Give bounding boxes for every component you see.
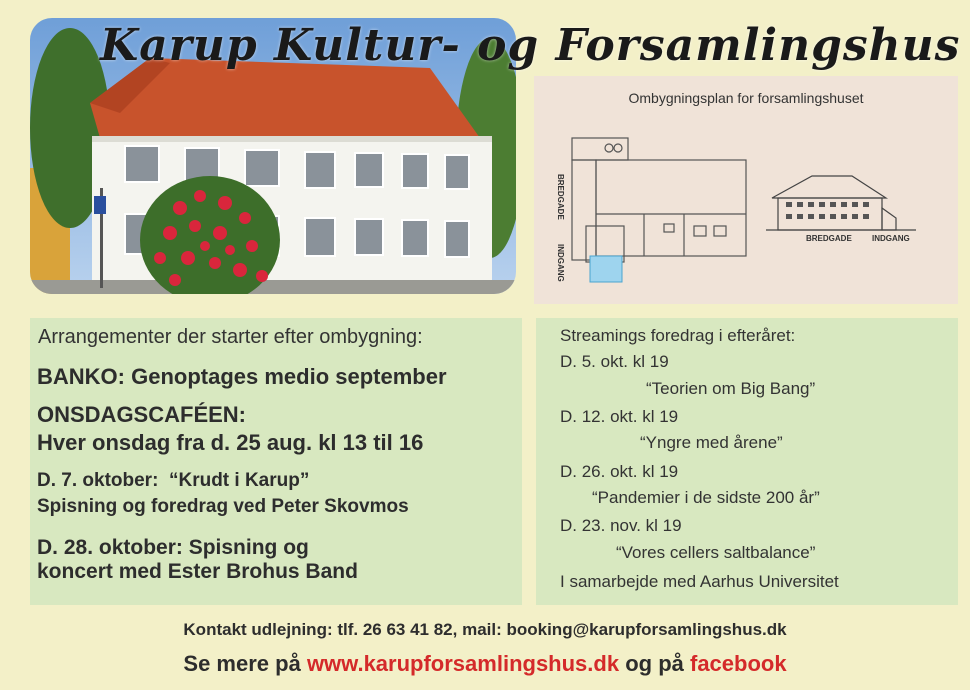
event-krudt: [37, 470, 309, 492]
talk-date: D. 5. okt. kl 19: [560, 352, 669, 371]
event-krudt-detail: Spisning og foredrag ved Peter Skovmos: [37, 496, 409, 517]
plan-caption: Ombygningsplan for forsamlingshuset: [628, 90, 864, 106]
more-prefix: Se mere på: [183, 651, 301, 676]
talk-date: D. 23. nov. kl 19: [560, 516, 682, 535]
talk-title: “Pandemier i de sidste 200 år”: [592, 488, 820, 507]
talk-date: D. 26. okt. kl 19: [560, 462, 679, 481]
more-middle: og på: [625, 651, 684, 676]
cooperation-note: I samarbejde med Aarhus Universitet: [560, 572, 839, 591]
events-heading: Arrangementer der starter efter ombygning:: [38, 326, 423, 348]
elevation-street-label: BREDGADE: [806, 234, 852, 243]
streaming-box: [536, 318, 958, 605]
more-info-line: [0, 651, 970, 677]
elevation-entrance-label: INDGANG: [872, 234, 910, 243]
page-title: Karup Kultur- og Forsamlingshus: [100, 20, 961, 71]
event-krudt-title: “Krudt i Karup”: [168, 470, 310, 491]
event-cafe-detail: Hver onsdag fra d. 25 aug. kl 13 til 16: [37, 430, 424, 455]
talk-title: “Yngre med årene”: [640, 433, 783, 452]
event-krudt-date: D. 7. oktober:: [37, 470, 159, 491]
plan-entrance-label: INDGANG: [556, 244, 565, 282]
floor-plan-drawing: [534, 76, 958, 304]
facebook-link[interactable]: facebook: [690, 651, 787, 676]
talk-title: “Teorien om Big Bang”: [646, 379, 816, 398]
event-banko: BANKO: Genoptages medio september: [37, 364, 447, 389]
floor-plan-panel: [534, 76, 958, 304]
plan-street-label: BREDGADE: [556, 174, 565, 220]
talk-title: “Vores cellers saltbalance”: [616, 543, 816, 562]
contact-line: Kontakt udlejning: tlf. 26 63 41 82, mail: booking@karupforsamlingshus.dk: [183, 620, 787, 639]
talk-date: D. 12. okt. kl 19: [560, 407, 679, 426]
website-link[interactable]: www.karupforsamlingshus.dk: [306, 651, 620, 676]
events-box: [30, 318, 522, 605]
event-concert-line2: koncert med Ester Brohus Band: [37, 560, 358, 583]
event-cafe-title: ONSDAGSCAFÉEN:: [37, 402, 247, 427]
event-concert-line1: D. 28. oktober: Spisning og: [37, 536, 309, 559]
streaming-heading: Streamings foredrag i efteråret:: [560, 326, 796, 345]
